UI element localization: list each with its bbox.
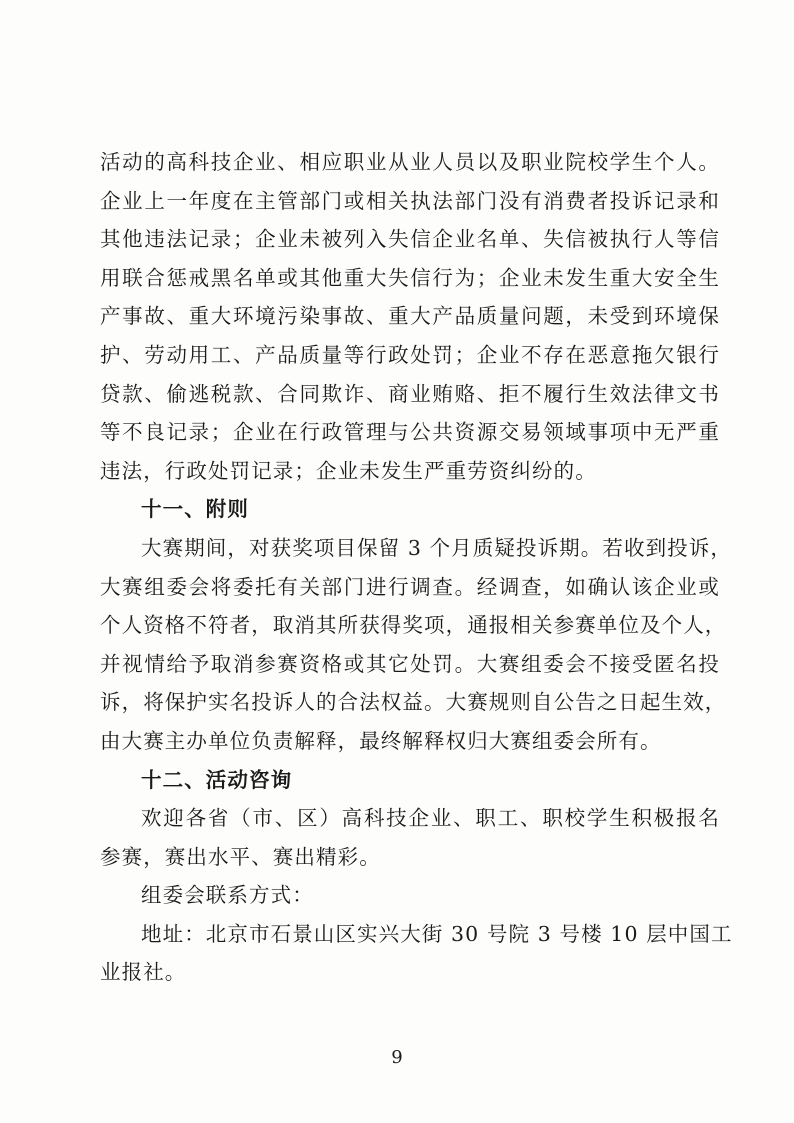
page-body — [100, 143, 733, 992]
address-line: 业报社。 — [100, 960, 187, 985]
body-text-line: 贷款、偷逃税款、合同欺诈、商业贿赂、拒不履行生效法律文书 — [100, 381, 720, 406]
body-text-line: 参赛，赛出水平、赛出精彩。 — [100, 844, 381, 869]
section-heading-appendix: 十一、附则 — [141, 497, 249, 522]
body-text-line: 欢迎各省（市、区）高科技企业、职工、职校学生积极报名 — [141, 806, 720, 831]
page-number: 9 — [391, 1047, 403, 1068]
body-text-line: 大赛组委会将委托有关部门进行调查。经调查，如确认该企业或 — [100, 574, 720, 599]
body-text-line: 其他违法记录；企业未被列入失信企业名单、失信被执行人等信 — [100, 227, 720, 252]
body-text-line: 护、劳动用工、产品质量等行政处罚；企业不存在恶意拖欠银行 — [100, 342, 720, 367]
body-text-line: 活动的高科技企业、相应职业从业人员以及职业院校学生个人。 — [100, 150, 720, 174]
body-text-line: 大赛期间，对获奖项目保留 3 个月质疑投诉期。若收到投诉， — [141, 535, 732, 560]
address-line: 地址：北京市石景山区实兴大街 30 号院 3 号楼 10 层中国工 — [141, 921, 733, 946]
body-text-line: 企业上一年度在主管部门或相关执法部门没有消费者投诉记录和 — [100, 188, 720, 213]
body-text-line: 用联合惩戒黑名单或其他重大失信行为；企业未发生重大安全生 — [100, 265, 720, 290]
body-text-line: 产事故、重大环境污染事故、重大产品质量问题，未受到环境保 — [100, 304, 720, 329]
contact-label: 组委会联系方式： — [141, 883, 314, 908]
body-text-line: 个人资格不符者，取消其所获得奖项，通报相关参赛单位及个人， — [100, 613, 727, 638]
body-text-line: 由大赛主办单位负责解释，最终解释权归大赛组委会所有。 — [100, 728, 662, 753]
section-heading-consultation: 十二、活动咨询 — [141, 767, 293, 792]
body-text-line: 并视情给予取消参赛资格或其它处罚。大赛组委会不接受匿名投 — [100, 651, 720, 676]
body-text-line: 诉，将保护实名投诉人的合法权益。大赛规则自公告之日起生效， — [100, 690, 727, 715]
body-text-line: 等不良记录；企业在行政管理与公共资源交易领域事项中无严重 — [100, 420, 720, 445]
body-text-line: 违法，行政处罚记录；企业未发生严重劳资纠纷的。 — [100, 458, 597, 483]
